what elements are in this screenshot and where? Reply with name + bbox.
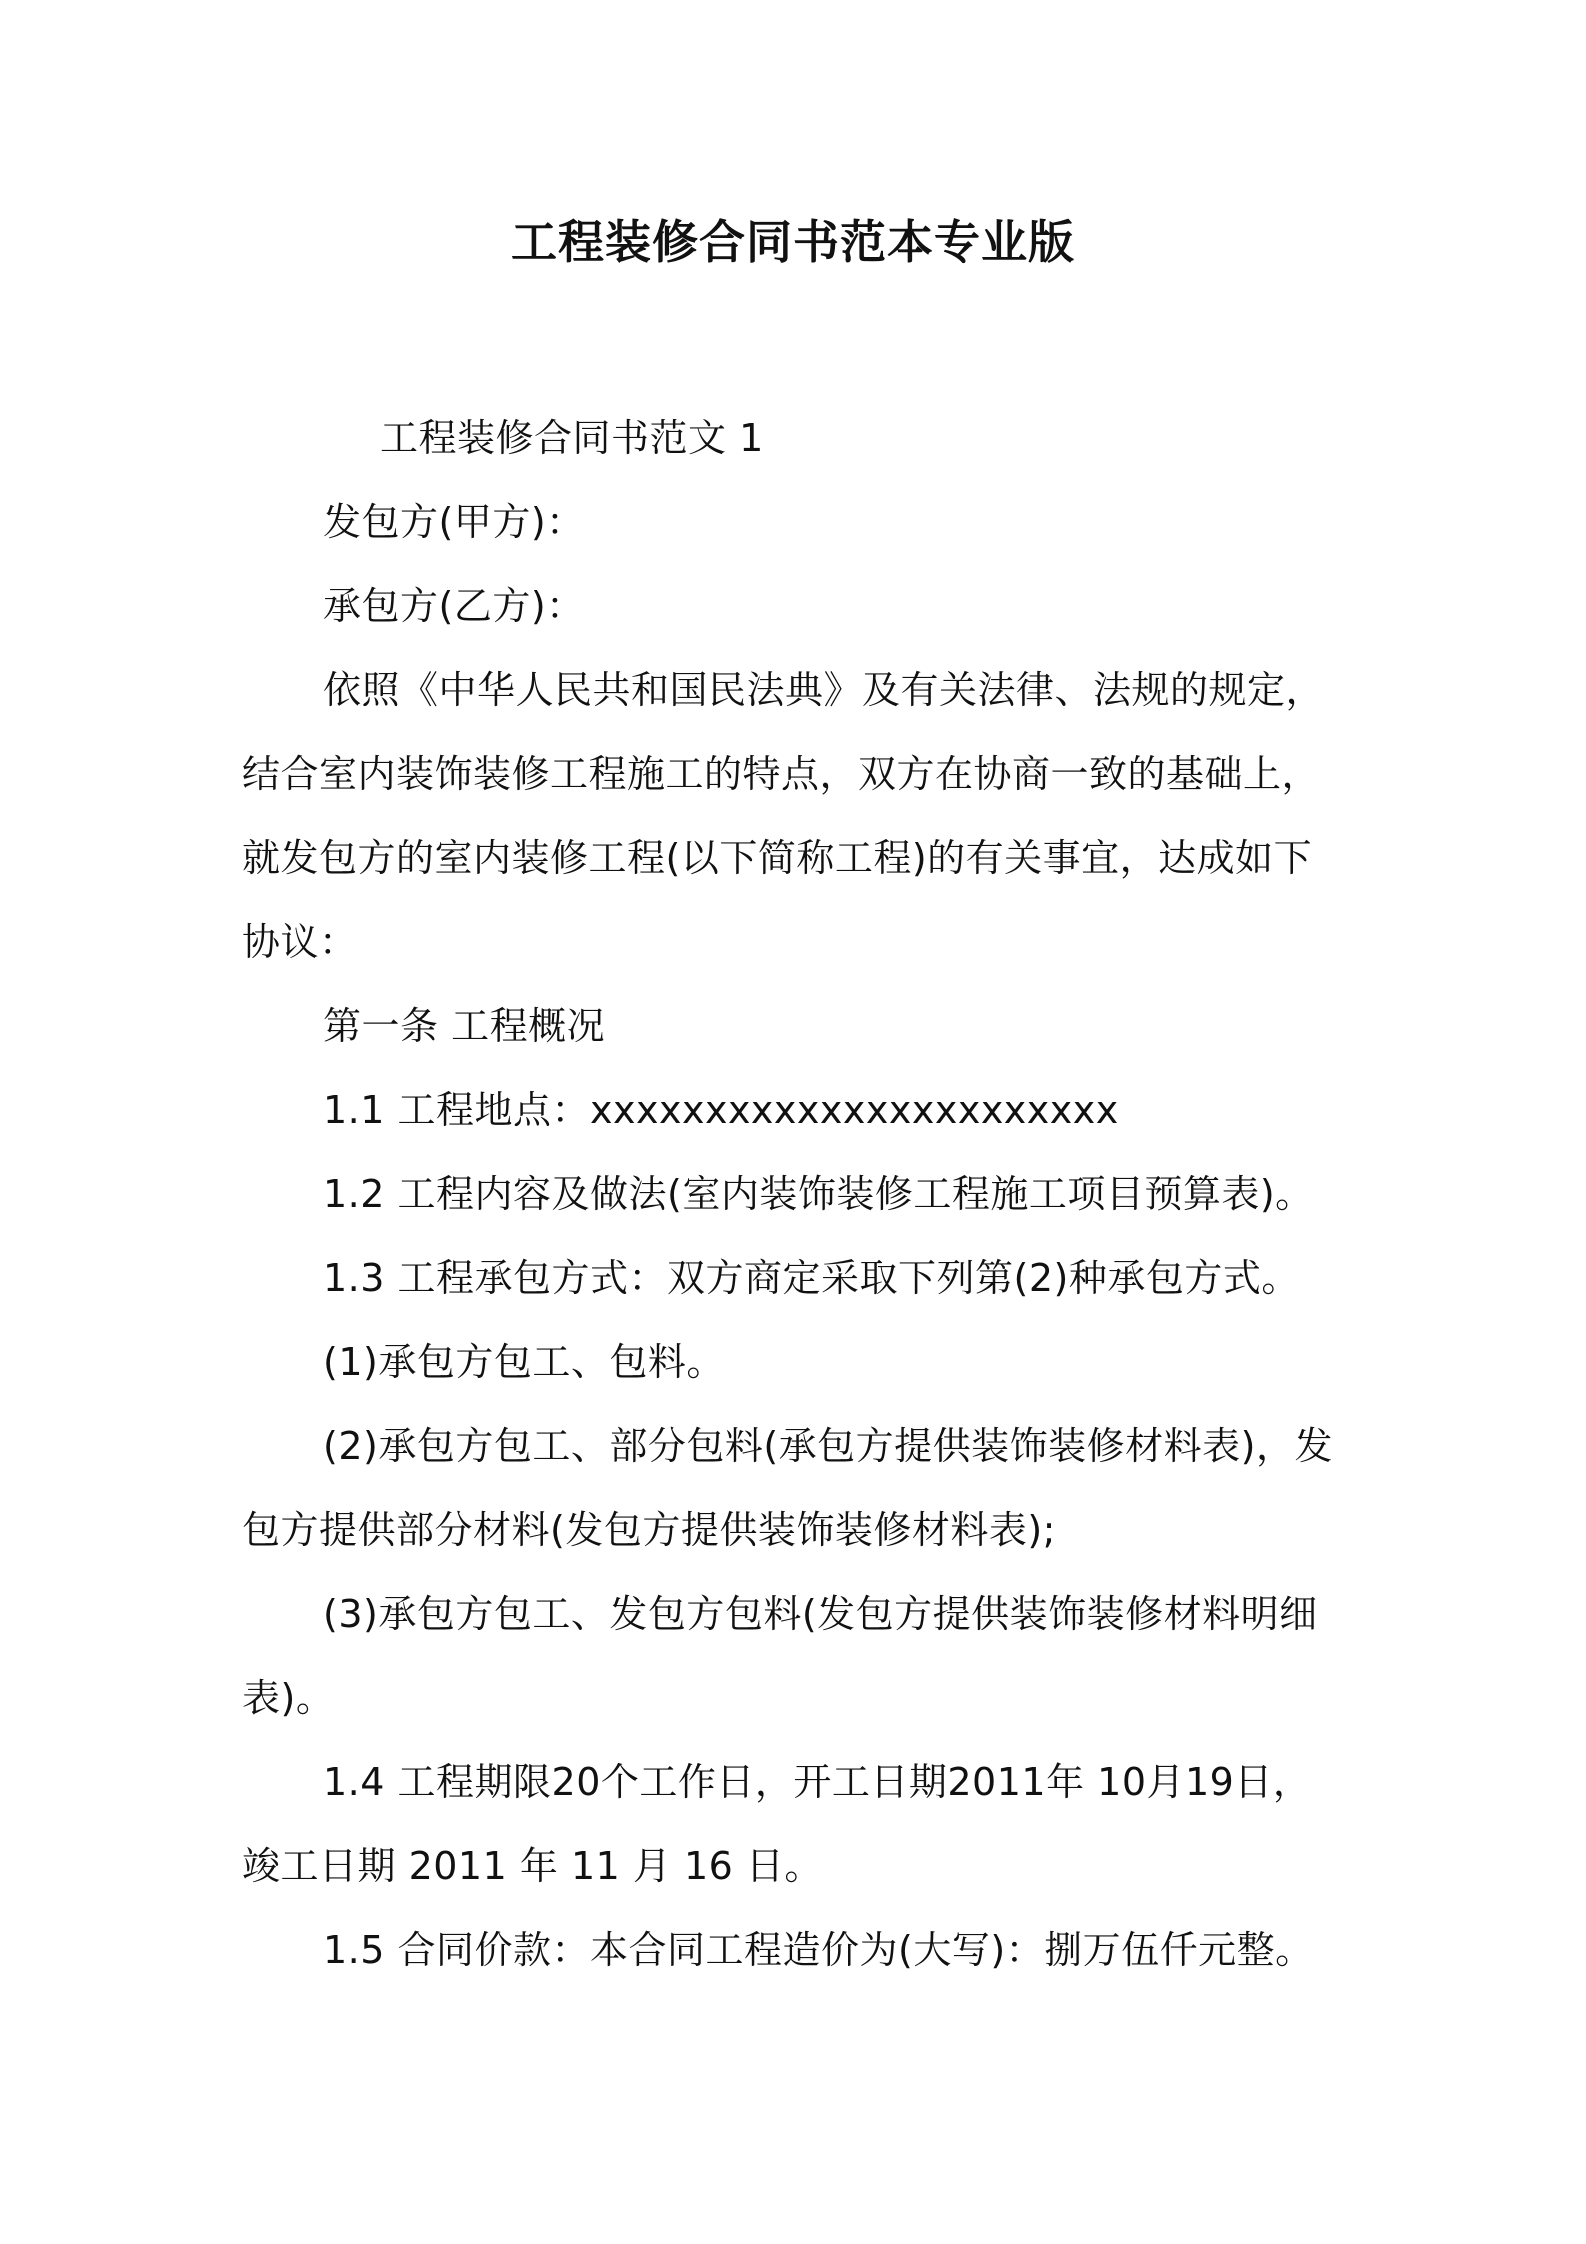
preamble-line-1: 依照《中华人民共和国民法典》及有关法律、法规的规定，: [323, 668, 1325, 712]
clause-1-4-line-2: 竣工日期 2011 年 11 月 16 日。: [242, 1844, 823, 1888]
option-2-line-1: (2)承包方包工、部分包料(承包方提供装饰装修材料表)，发: [323, 1424, 1333, 1468]
clause-1-5: 1.5 合同价款：本合同工程造价为(大写)：捌万伍仟元整。: [323, 1928, 1314, 1972]
clause-1-3: 1.3 工程承包方式：双方商定采取下列第(2)种承包方式。: [323, 1256, 1300, 1300]
clause-1-4-line-1: 1.4 工程期限20个工作日，开工日期2011年 10月19日，: [323, 1760, 1312, 1804]
clause-1-2: 1.2 工程内容及做法(室内装饰装修工程施工项目预算表)。: [323, 1172, 1314, 1216]
preamble-line-4: 协议：: [242, 920, 358, 964]
clause-1-1: 1.1 工程地点：xxxxxxxxxxxxxxxxxxxxxxx: [323, 1088, 1119, 1132]
party-a-line: 发包方(甲方)：: [323, 500, 585, 544]
option-1: (1)承包方包工、包料。: [323, 1340, 725, 1384]
option-2-line-2: 包方提供部分材料(发包方提供装饰装修材料表);: [242, 1508, 1056, 1552]
option-3-line-2: 表)。: [242, 1676, 335, 1720]
article-1-heading: 第一条 工程概况: [323, 1004, 606, 1048]
party-b-line: 承包方(乙方)：: [323, 584, 585, 628]
section-heading: 工程装修合同书范文 1: [380, 416, 764, 460]
preamble-line-2: 结合室内装饰装修工程施工的特点，双方在协商一致的基础上，: [242, 752, 1321, 796]
document-title: 工程装修合同书范本专业版: [511, 215, 1075, 269]
option-3-line-1: (3)承包方包工、发包方包料(发包方提供装饰装修材料明细: [323, 1592, 1318, 1636]
preamble-line-3: 就发包方的室内装修工程(以下简称工程)的有关事宜，达成如下: [242, 836, 1313, 880]
